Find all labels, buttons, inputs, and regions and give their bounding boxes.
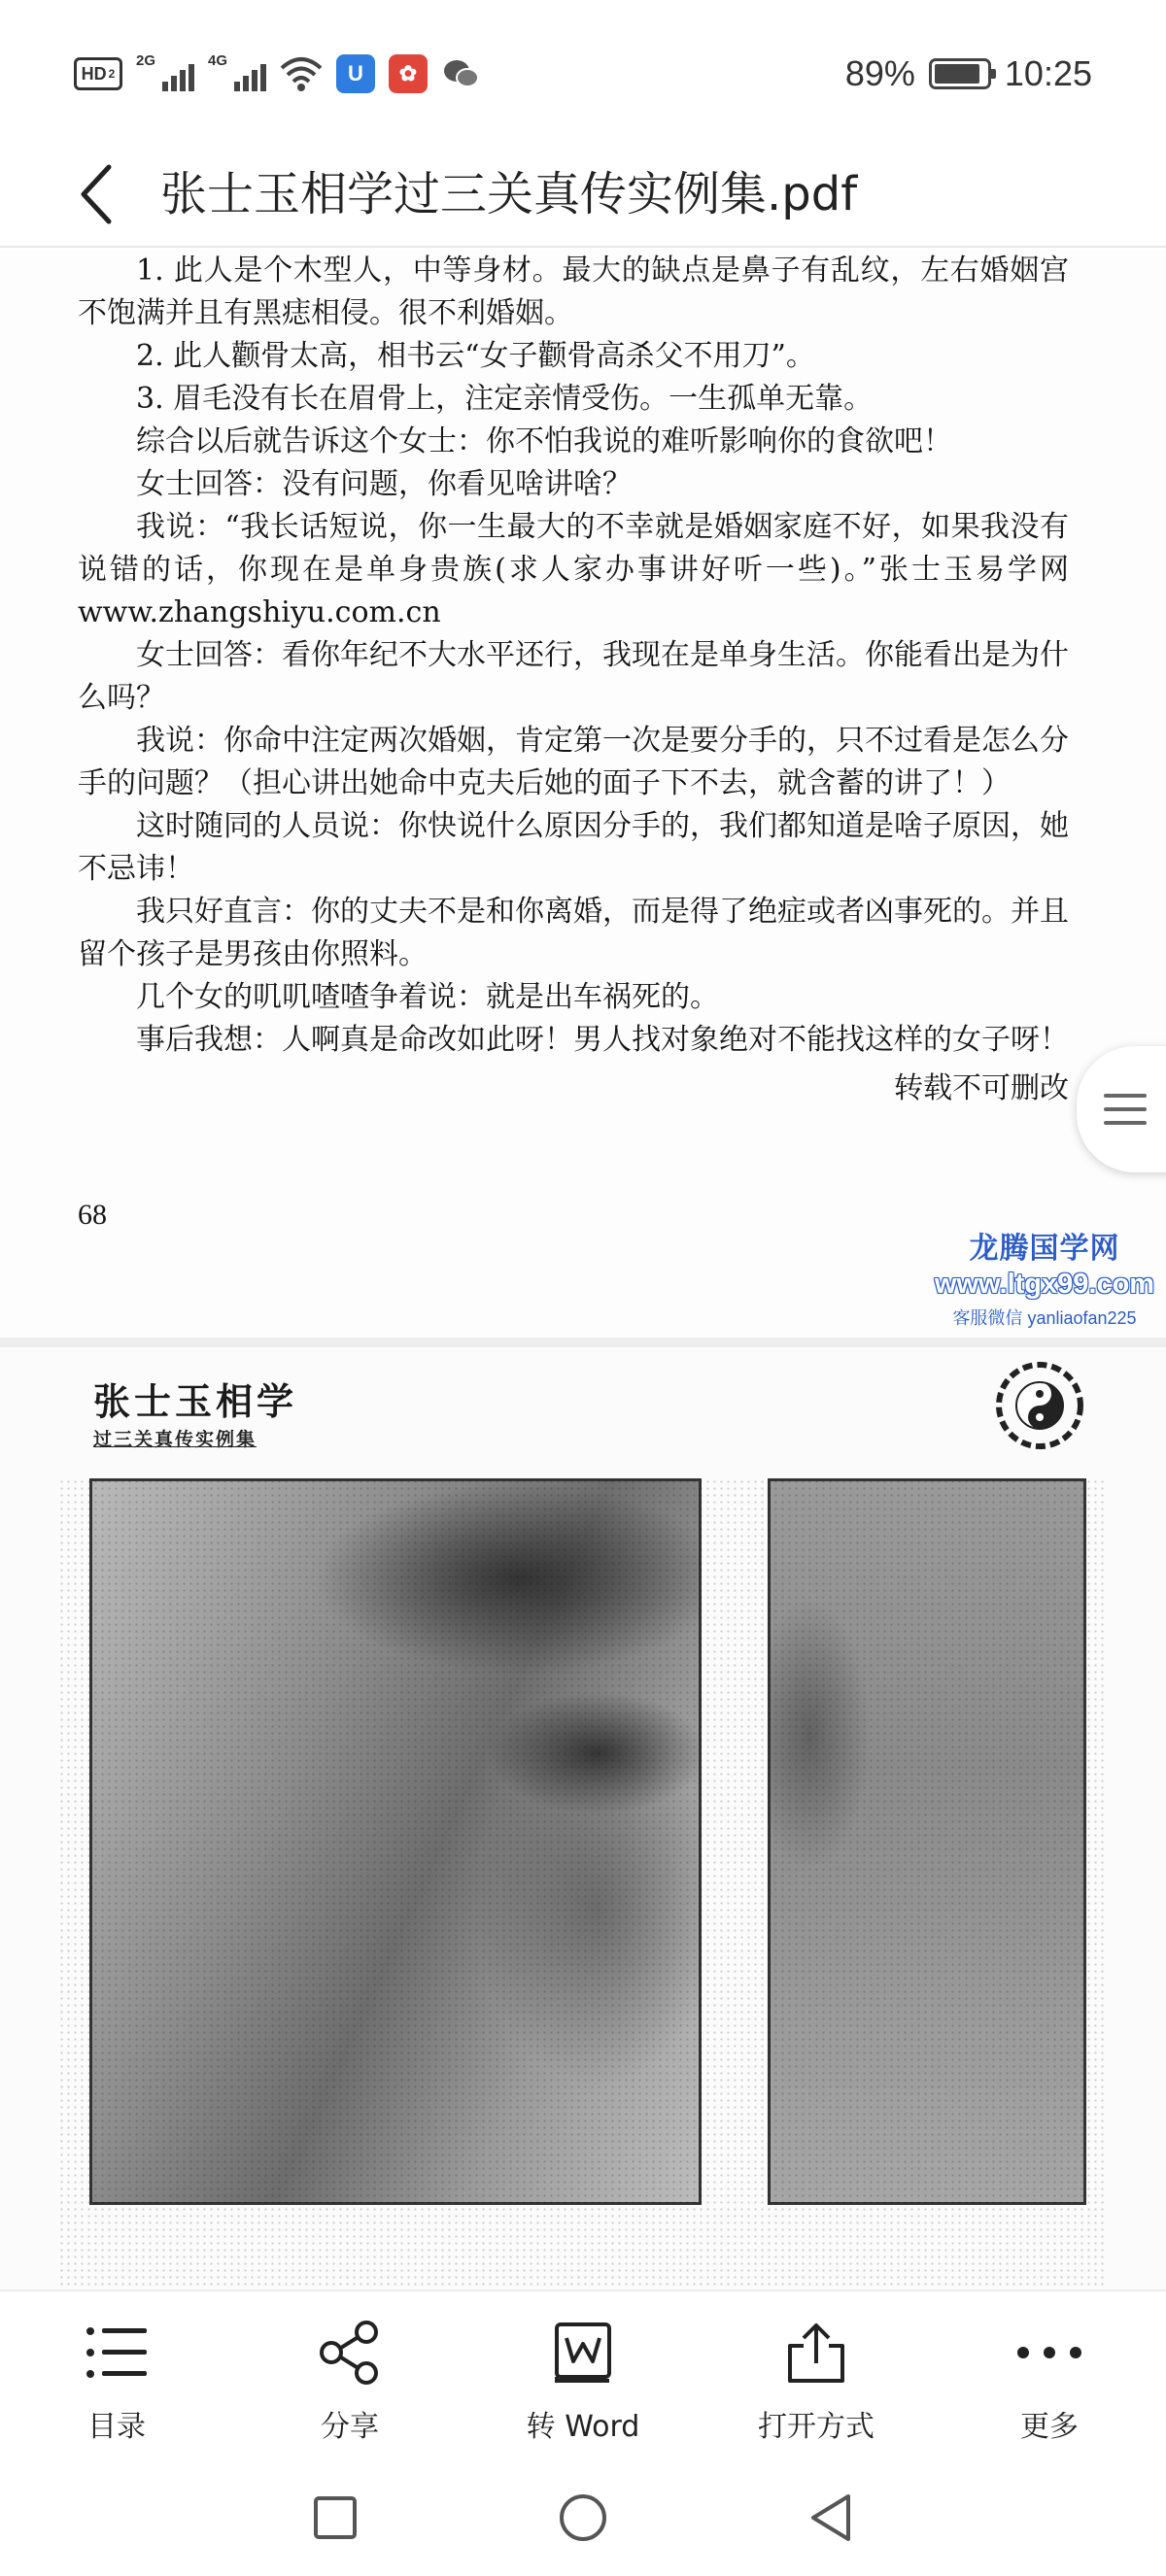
back-icon	[807, 2492, 854, 2543]
paragraph: 这时随同的人员说：你快说什么原因分手的，我们都知道是啥子原因，她不忌讳！	[78, 809, 1069, 886]
home-icon	[558, 2492, 608, 2543]
clock: 10:25	[1004, 53, 1092, 93]
nav-back-button[interactable]	[792, 2479, 870, 2557]
paragraph: 综合以后就告诉这个女士：你不怕我说的难听影响你的食欲吧！	[136, 424, 952, 458]
wifi-icon	[280, 54, 323, 93]
word-convert-icon	[553, 2321, 613, 2385]
page-body-text	[78, 250, 1069, 1110]
system-navigation-bar	[0, 2450, 1166, 2576]
app-header	[0, 146, 1166, 248]
face-photo-side	[89, 1478, 702, 2205]
sim1-network-tag: 2G	[136, 52, 156, 69]
hongbao-app-icon: ✿	[389, 54, 428, 93]
paragraph: 几个女的叽叽喳喳争着说：就是出车祸死的。	[136, 980, 719, 1014]
watermark-name: 龙腾国学网	[969, 1233, 1120, 1265]
paragraph: 3. 眉毛没有长在眉骨上，注定亲情受伤。一生孤单无靠。	[136, 382, 874, 416]
battery-icon	[929, 58, 991, 89]
recents-icon	[312, 2494, 359, 2541]
paragraph: 1. 此人是个木型人，中等身材。最大的缺点是鼻子有乱纹，左右婚姻宫不饱满并且有黑痣相侵。很不利婚姻。	[78, 254, 1069, 330]
book-header-title: 张士玉相学	[93, 1379, 298, 1423]
open-with-label: 打开方式	[758, 2410, 874, 2444]
hd-call-icon	[74, 57, 122, 90]
toc-button[interactable]	[19, 2291, 214, 2452]
page-number: 68	[78, 1199, 107, 1231]
convert-word-button[interactable]	[486, 2291, 680, 2452]
sim2-network-tag: 4G	[208, 52, 228, 69]
u-app-icon: U	[336, 54, 375, 93]
bagua-yinyang-icon	[996, 1362, 1083, 1449]
menu-lines-icon	[1104, 1094, 1147, 1125]
watermark-contact: 客服微信 yanliaofan225	[952, 1308, 1137, 1328]
paragraph: 女士回答：没有问题，你看见啥讲啥？	[136, 467, 632, 501]
battery-percent: 89%	[844, 53, 915, 93]
paragraph: 我说：你命中注定两次婚姻，肯定第一次是要分手的，只不过看是怎么分手的问题？（担心讲出她命中克夫后她的面子下不去，就含蓄的讲了！）	[78, 724, 1069, 800]
page-separator	[0, 1338, 1166, 1347]
hd-sub-label: 2	[108, 67, 116, 81]
paragraph: 事后我想：人啊真是命改如此呀！男人找对象绝对不能找这样的女子呀！	[136, 1023, 1069, 1057]
pdf-page-68[interactable]	[0, 250, 1166, 1338]
convert-word-label: 转 Word	[526, 2410, 640, 2444]
open-with-icon	[784, 2321, 848, 2385]
document-title: 张士玉相学过三关真传实例集.pdf	[160, 167, 858, 221]
paragraph: 我只好直言：你的丈夫不是和你离婚，而是得了绝症或者凶事死的。并且留个孩子是男孩由你照料。	[78, 895, 1069, 971]
hd-label: HD	[81, 63, 107, 84]
list-icon	[85, 2323, 149, 2382]
share-button[interactable]	[253, 2291, 447, 2452]
signal-sim1-icon	[136, 54, 194, 93]
home-button[interactable]	[544, 2479, 622, 2557]
bottom-toolbar	[0, 2289, 1166, 2450]
status-icons-left	[74, 52, 480, 95]
face-photo-closeup	[768, 1478, 1086, 2205]
more-icon	[1015, 2343, 1083, 2362]
watermark	[923, 1224, 1166, 1330]
signal-sim2-icon	[208, 54, 266, 93]
toc-label: 目录	[87, 2410, 146, 2444]
share-icon	[318, 2321, 382, 2385]
status-bar	[0, 0, 1166, 146]
paragraph: 我说：“我长话短说，你一生最大的不幸就是婚姻家庭不好，如果我没有说错的话，你现在是单身贵族(求人家办事讲好听一些)。”张士玉易学网www.zhangshiyu.com.cn	[78, 510, 1069, 629]
status-icons-right	[845, 51, 1092, 97]
open-with-button[interactable]	[719, 2291, 913, 2452]
chevron-left-icon	[78, 163, 117, 225]
pdf-page-69[interactable]	[0, 1347, 1166, 2289]
paragraph: 2. 此人颧骨太高，相书云“女子颧骨高杀父不用刀”。	[136, 339, 815, 373]
book-header-subtitle: 过三关真传实例集	[93, 1429, 257, 1450]
reprint-note: 转载不可删改	[894, 1071, 1069, 1105]
wechat-icon	[441, 54, 480, 93]
watermark-url: www.ltgx99.com	[934, 1269, 1155, 1300]
back-button[interactable]	[58, 146, 136, 243]
more-button[interactable]	[952, 2291, 1147, 2452]
more-label: 更多	[1020, 2410, 1079, 2444]
recents-button[interactable]	[296, 2479, 374, 2557]
share-label: 分享	[321, 2410, 379, 2444]
paragraph: 女士回答：看你年纪不大水平还行，我现在是单身生活。你能看出是为什么吗？	[78, 638, 1069, 715]
